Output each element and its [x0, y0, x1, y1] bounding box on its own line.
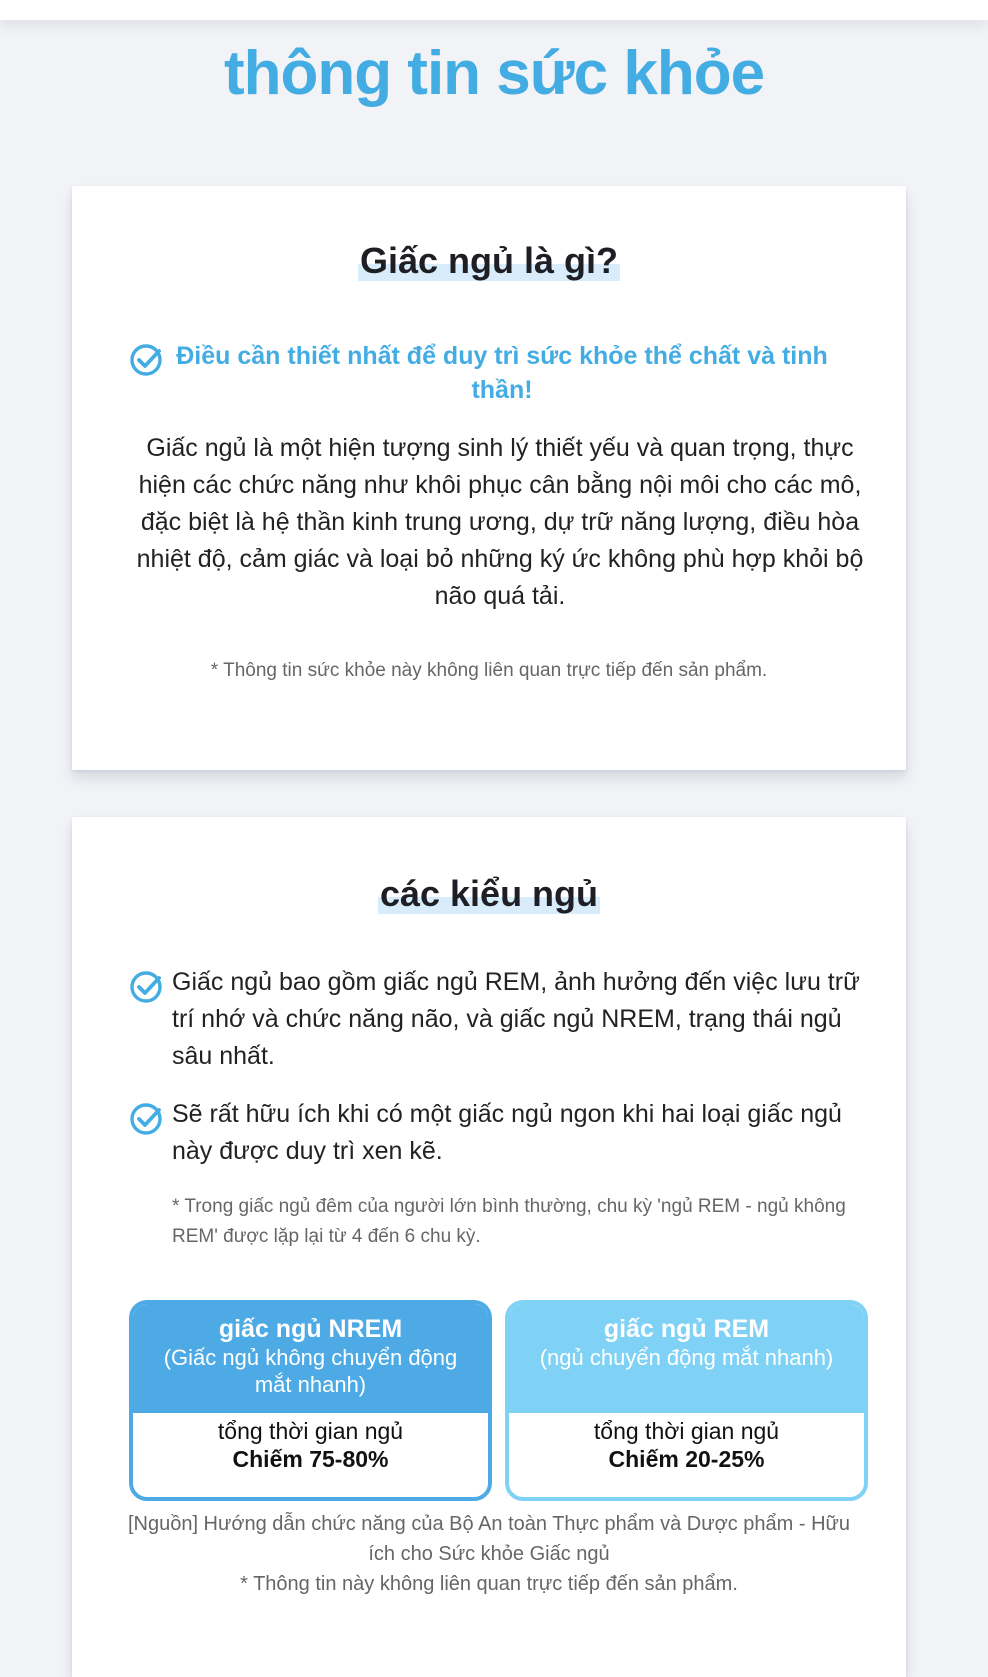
page-title: thông tin sức khỏe [223, 39, 765, 108]
card-title [72, 240, 906, 282]
sleep-definition-card [72, 186, 906, 770]
top-bar [0, 0, 988, 20]
sleep-types-card [72, 817, 906, 1677]
highlight-text: Điều cần thiết nhất để duy trì sức khỏe thể chất và tinh thần! [176, 342, 828, 404]
source-note [112, 1509, 866, 1599]
bullet-text: Sẽ rất hữu ích khi có một giấc ngủ ngon khi hai loại giấc ngủ này được duy trì xen kẽ. [172, 1100, 842, 1165]
check-circle-icon [129, 970, 163, 1004]
rem-share: Chiếm 20-25% [608, 1446, 765, 1472]
cycle-note: * Trong giấc ngủ đêm của người lớn bình thường, chu kỳ 'ngủ REM - ngủ không REM' được lặp lại từ 4 đến 6 chu kỳ. [172, 1196, 846, 1247]
card-title-text: Giấc ngủ là gì? [359, 240, 619, 281]
nrem-share: Chiếm 75-80% [232, 1446, 389, 1472]
bullet-text: Giấc ngủ bao gồm giấc ngủ REM, ảnh hưởng đến việc lưu trữ trí nhớ và chức năng não, và giấc ngủ NREM, trạng thái ngủ sâu nhất. [172, 968, 860, 1070]
rem-box [505, 1300, 868, 1501]
source-line: [Nguồn] Hướng dẫn chức năng của Bộ An toàn Thực phẩm và Dược phẩm - Hữu ích cho Sức khỏe Giấc ngủ [127, 1513, 851, 1565]
nrem-box [129, 1300, 492, 1501]
nrem-label: tổng thời gian ngủ [217, 1418, 404, 1444]
nrem-box-body [133, 1417, 488, 1473]
sleep-description: Giấc ngủ là một hiện tượng sinh lý thiết yếu và quan trọng, thực hiện các chức năng như khôi phục cân bằng nội môi cho các mô, đặc biệt là hệ thần kinh trung ương, dự trữ năng lượng, điều hòa nhiệt độ, cảm giác và loại bỏ những ký ức không phù hợp khỏi bộ não quá tải. [136, 434, 864, 610]
rem-subtitle: (ngủ chuyển động mắt nhanh) [539, 1345, 834, 1370]
rem-name: giấc ngủ REM [603, 1315, 770, 1343]
card-title-text: các kiểu ngủ [379, 873, 599, 914]
disclaimer-note: * Thông tin sức khỏe này không liên quan trực tiếp đến sản phẩm. [210, 660, 768, 681]
rem-box-body [509, 1417, 864, 1473]
nrem-subtitle: (Giấc ngủ không chuyển động mắt nhanh) [163, 1345, 458, 1397]
nrem-box-header [133, 1304, 488, 1413]
nrem-name: giấc ngủ NREM [218, 1315, 403, 1343]
rem-box-header [509, 1304, 864, 1413]
check-circle-icon [129, 1102, 163, 1136]
card-title [72, 873, 906, 915]
check-circle-icon [129, 343, 163, 377]
disclaimer-line: * Thông tin này không liên quan trực tiếp đến sản phẩm. [240, 1573, 738, 1595]
rem-label: tổng thời gian ngủ [593, 1418, 780, 1444]
